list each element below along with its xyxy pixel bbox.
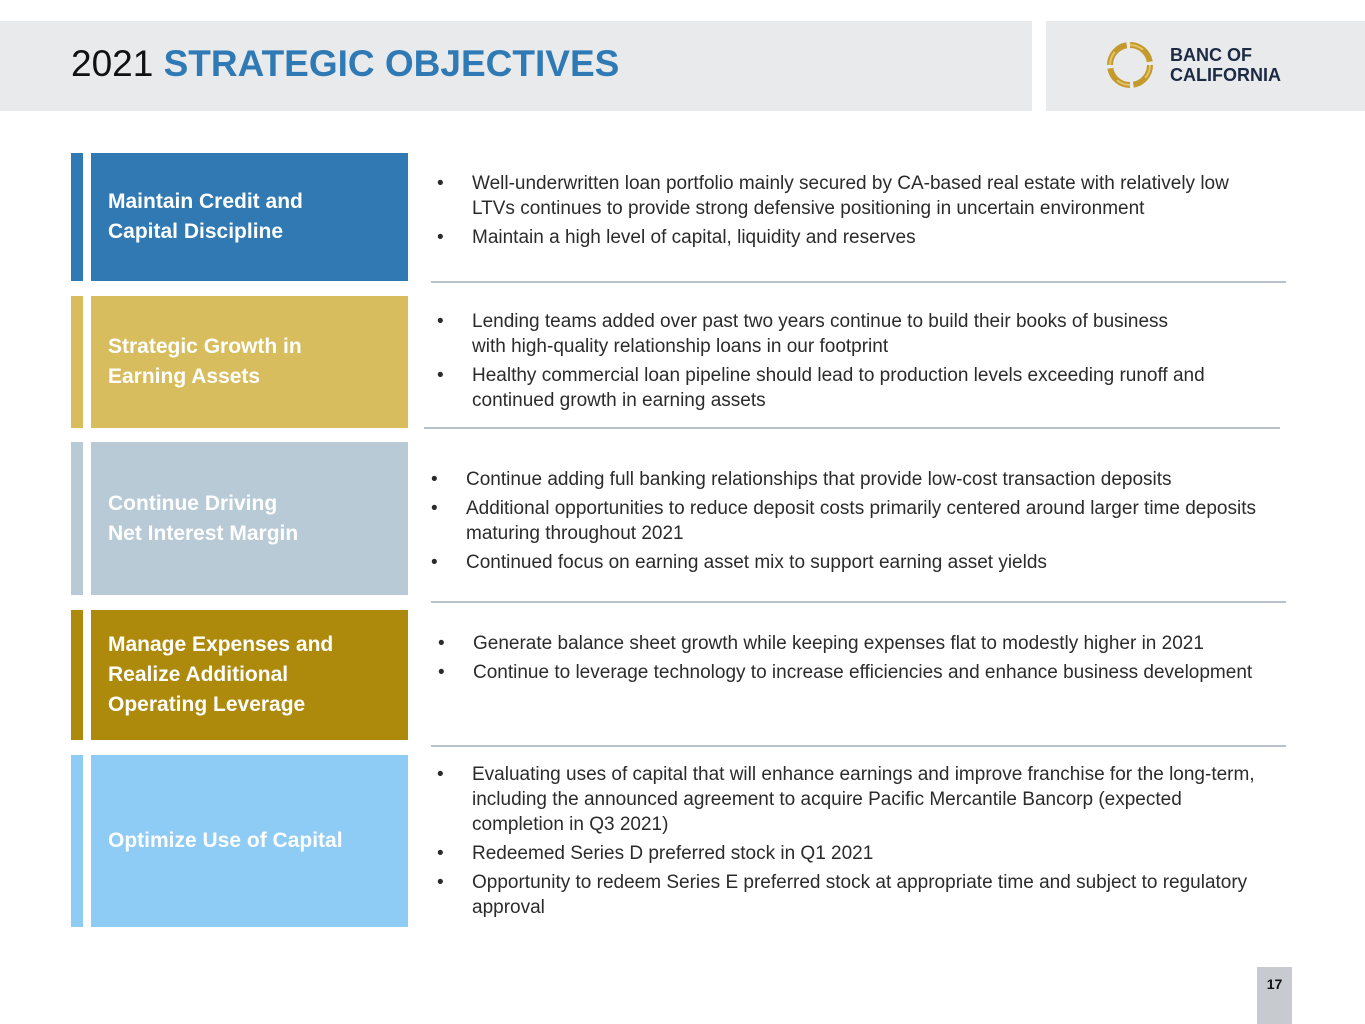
objective-accent-strip (71, 755, 83, 927)
bullet-item: • Continue adding full banking relationships that provide low-cost transaction deposits (425, 467, 1265, 492)
objective-bullets (432, 631, 1282, 689)
objective-label: Continue Driving Net Interest Margin (108, 491, 299, 545)
title-year: 2021 (71, 43, 154, 84)
row-divider (431, 745, 1286, 747)
row-divider (431, 281, 1286, 283)
title-main: STRATEGIC OBJECTIVES (163, 43, 620, 84)
logo-line-2: CALIFORNIA (1170, 65, 1281, 85)
bullet-item: • Healthy commercial loan pipeline should lead to production levels exceeding runoff and continued growth in earning assets (431, 363, 1206, 413)
objective-accent-strip (71, 610, 83, 740)
objective-label: Maintain Credit and Capital Discipline (108, 190, 303, 243)
objective-bullets (425, 467, 1265, 579)
logo-line-1: BANC OF (1170, 45, 1252, 65)
bullet-item: • Redeemed Series D preferred stock in Q1 2021 (431, 841, 1261, 866)
objective-accent-strip (71, 296, 83, 428)
bullet-item: • Generate balance sheet growth while keeping expenses flat to modestly higher in 2021 (432, 631, 1282, 656)
row-divider (431, 601, 1286, 603)
objective-accent-strip (71, 442, 83, 595)
objective-label-box (91, 442, 408, 595)
page-number: 17 (1257, 967, 1292, 1024)
page-title (71, 42, 619, 86)
objective-bullets (431, 309, 1206, 417)
objective-label: Optimize Use of Capital (108, 829, 343, 852)
objective-label-box (91, 296, 408, 428)
bullet-item: • Lending teams added over past two years continue to build their books of business with high-quality relationship loans in our footprint (431, 309, 1206, 359)
objective-bullets (431, 762, 1261, 924)
bullet-item: • Well-underwritten loan portfolio mainly secured by CA-based real estate with relatively low LTVs continues to provide strong defensive positioning in uncertain environment (431, 171, 1251, 221)
row-divider (424, 427, 1280, 429)
objective-label-box (91, 153, 408, 281)
bullet-item: • Continued focus on earning asset mix to support earning asset yields (425, 550, 1265, 575)
objective-bullets (431, 171, 1251, 254)
logo-wordmark (1170, 45, 1281, 85)
objective-label: Strategic Growth in Earning Assets (108, 335, 302, 388)
banc-of-california-logo-icon (1104, 39, 1156, 91)
bullet-item: • Continue to leverage technology to increase efficiencies and enhance business development (432, 660, 1282, 685)
bullet-item: • Opportunity to redeem Series E preferred stock at appropriate time and subject to regulatory approval (431, 870, 1261, 920)
objective-label-box (91, 755, 408, 927)
objective-label-box (91, 610, 408, 740)
bullet-item: • Maintain a high level of capital, liquidity and reserves (431, 225, 1251, 250)
bullet-item: • Additional opportunities to reduce deposit costs primarily centered around larger time deposits maturing throughout 2021 (425, 496, 1265, 546)
objective-accent-strip (71, 153, 83, 281)
bullet-item: • Evaluating uses of capital that will enhance earnings and improve franchise for the long-term, including the announced agreement to acquire Pacific Mercantile Bancorp (expected completion in Q3 2021) (431, 762, 1261, 837)
objective-label: Manage Expenses and Realize Additional Operating Leverage (108, 633, 334, 716)
